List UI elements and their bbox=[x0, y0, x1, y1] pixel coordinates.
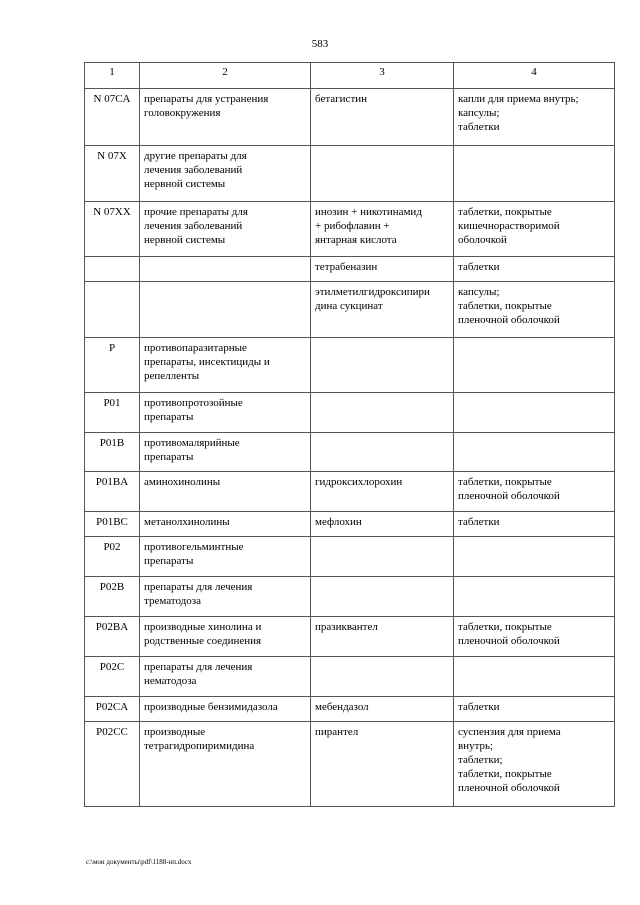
cell-text-line: метанолхинолины bbox=[144, 516, 230, 528]
cell-text-line: капсулы; bbox=[458, 286, 500, 298]
anatomical-group-cell bbox=[140, 577, 311, 617]
table-row bbox=[85, 512, 615, 537]
anatomical-group-cell bbox=[140, 433, 311, 472]
cell-text-line: прочие препараты для bbox=[144, 206, 248, 218]
cell-text-line: пирантел bbox=[315, 726, 359, 738]
dosage-form-cell bbox=[454, 433, 615, 472]
substance-cell bbox=[311, 257, 454, 282]
cell-text-line: противопротозойные bbox=[144, 397, 243, 409]
atc-code-cell: N 07X bbox=[85, 146, 140, 202]
atc-code-cell: P01B bbox=[85, 433, 140, 472]
cell-text-line: празиквантел bbox=[315, 621, 378, 633]
column-header-1: 1 bbox=[85, 63, 140, 89]
cell-text-line: таблетки, покрытые bbox=[458, 768, 552, 780]
anatomical-group-cell bbox=[140, 393, 311, 433]
drug-list-table bbox=[84, 62, 615, 807]
cell-text-line: таблетки, покрытые bbox=[458, 621, 552, 633]
table-row bbox=[85, 617, 615, 657]
table-row bbox=[85, 257, 615, 282]
cell-text-line: родственные соединения bbox=[144, 635, 262, 647]
cell-text-line: другие препараты для bbox=[144, 150, 247, 162]
substance-cell bbox=[311, 146, 454, 202]
substance-cell bbox=[311, 537, 454, 577]
cell-text-line: лечения заболеваний bbox=[144, 220, 243, 232]
cell-text-line: препараты для устранения bbox=[144, 93, 269, 105]
substance-cell bbox=[311, 657, 454, 697]
cell-text-line: препараты bbox=[144, 555, 194, 567]
cell-text-line: суспензия для приема bbox=[458, 726, 561, 738]
cell-text-line: лечения заболеваний bbox=[144, 164, 243, 176]
cell-text-line: пленочной оболочкой bbox=[458, 314, 560, 326]
cell-text-line: препараты, инсектициды и bbox=[144, 356, 270, 368]
cell-text-line: противопаразитарные bbox=[144, 342, 247, 354]
cell-text-line: внутрь; bbox=[458, 740, 494, 752]
dosage-form-cell bbox=[454, 89, 615, 146]
dosage-form-cell bbox=[454, 282, 615, 338]
substance-cell bbox=[311, 577, 454, 617]
substance-cell bbox=[311, 393, 454, 433]
atc-code-cell bbox=[85, 282, 140, 338]
dosage-form-cell bbox=[454, 393, 615, 433]
anatomical-group-cell bbox=[140, 146, 311, 202]
atc-code-cell: N 07CA bbox=[85, 89, 140, 146]
anatomical-group-cell bbox=[140, 338, 311, 393]
cell-text-line: пленочной оболочкой bbox=[458, 635, 560, 647]
cell-text-line: янтарная кислота bbox=[315, 234, 397, 246]
table-row bbox=[85, 577, 615, 617]
atc-code-cell: P02C bbox=[85, 657, 140, 697]
cell-text-line: таблетки, покрытые bbox=[458, 206, 552, 218]
file-path-footer: c:\мои документы\pdf\1188-нп.docx bbox=[86, 858, 192, 866]
cell-text-line: тетрагидропиримидина bbox=[144, 740, 255, 752]
cell-text-line: мебендазол bbox=[315, 701, 369, 713]
dosage-form-cell bbox=[454, 537, 615, 577]
atc-code-cell: P01 bbox=[85, 393, 140, 433]
table-row bbox=[85, 89, 615, 146]
anatomical-group-cell bbox=[140, 657, 311, 697]
substance-cell bbox=[311, 472, 454, 512]
page-number: 583 bbox=[311, 38, 329, 50]
dosage-form-cell bbox=[454, 257, 615, 282]
substance-cell bbox=[311, 722, 454, 807]
cell-text-line: таблетки, покрытые bbox=[458, 300, 552, 312]
dosage-form-cell bbox=[454, 146, 615, 202]
cell-text-line: гидроксихлорохин bbox=[315, 476, 403, 488]
table-header-row bbox=[85, 63, 615, 89]
cell-text-line: таблетки, покрытые bbox=[458, 476, 552, 488]
dosage-form-cell bbox=[454, 697, 615, 722]
substance-cell bbox=[311, 617, 454, 657]
table-row bbox=[85, 537, 615, 577]
substance-cell bbox=[311, 697, 454, 722]
table-row bbox=[85, 282, 615, 338]
atc-code-cell: P02 bbox=[85, 537, 140, 577]
anatomical-group-cell bbox=[140, 617, 311, 657]
anatomical-group-cell bbox=[140, 512, 311, 537]
anatomical-group-cell bbox=[140, 202, 311, 257]
atc-code-cell: P02BA bbox=[85, 617, 140, 657]
cell-text-line: препараты bbox=[144, 411, 194, 423]
cell-text-line: оболочкой bbox=[458, 234, 507, 246]
cell-text-line: производные хинолина и bbox=[144, 621, 262, 633]
anatomical-group-cell bbox=[140, 472, 311, 512]
cell-text-line: препараты bbox=[144, 451, 194, 463]
table-row bbox=[85, 472, 615, 512]
cell-text-line: репелленты bbox=[144, 370, 200, 382]
cell-text-line: мефлохин bbox=[315, 516, 362, 528]
atc-code-cell: N 07XX bbox=[85, 202, 140, 257]
substance-cell bbox=[311, 89, 454, 146]
dosage-form-cell bbox=[454, 472, 615, 512]
table-row bbox=[85, 722, 615, 807]
dosage-form-cell bbox=[454, 202, 615, 257]
anatomical-group-cell bbox=[140, 697, 311, 722]
cell-text-line: капсулы; bbox=[458, 107, 500, 119]
atc-code-cell: P02CA bbox=[85, 697, 140, 722]
dosage-form-cell bbox=[454, 657, 615, 697]
atc-code-cell: P01BA bbox=[85, 472, 140, 512]
anatomical-group-cell bbox=[140, 257, 311, 282]
substance-cell bbox=[311, 338, 454, 393]
cell-text-line: препараты для лечения bbox=[144, 661, 253, 673]
substance-cell bbox=[311, 433, 454, 472]
cell-text-line: нервной системы bbox=[144, 234, 226, 246]
cell-text-line: таблетки bbox=[458, 121, 500, 133]
cell-text-line: тетрабеназин bbox=[315, 261, 378, 273]
cell-text-line: трематодоза bbox=[144, 595, 201, 607]
atc-code-cell bbox=[85, 257, 140, 282]
table-row bbox=[85, 338, 615, 393]
cell-text-line: инозин + никотинамид bbox=[315, 206, 422, 218]
table-row bbox=[85, 393, 615, 433]
cell-text-line: производные бензимидазола bbox=[144, 701, 278, 713]
cell-text-line: этилметилгидроксипири bbox=[315, 286, 430, 298]
cell-text-line: таблетки bbox=[458, 516, 500, 528]
dosage-form-cell bbox=[454, 338, 615, 393]
anatomical-group-cell bbox=[140, 89, 311, 146]
substance-cell bbox=[311, 512, 454, 537]
column-header-4: 4 bbox=[454, 63, 615, 89]
table-row bbox=[85, 202, 615, 257]
cell-text-line: производные bbox=[144, 726, 206, 738]
table-row bbox=[85, 433, 615, 472]
cell-text-line: головокружения bbox=[144, 107, 221, 119]
column-header-2: 2 bbox=[140, 63, 311, 89]
anatomical-group-cell bbox=[140, 537, 311, 577]
cell-text-line: противомалярийные bbox=[144, 437, 240, 449]
cell-text-line: таблетки; bbox=[458, 754, 503, 766]
cell-text-line: пленочной оболочкой bbox=[458, 490, 560, 502]
cell-text-line: нематодоза bbox=[144, 675, 197, 687]
cell-text-line: кишечнорастворимой bbox=[458, 220, 560, 232]
cell-text-line: + рибофлавин + bbox=[315, 220, 390, 232]
dosage-form-cell bbox=[454, 577, 615, 617]
table-row bbox=[85, 657, 615, 697]
cell-text-line: препараты для лечения bbox=[144, 581, 253, 593]
cell-text-line: бетагистин bbox=[315, 93, 368, 105]
atc-code-cell: P bbox=[85, 338, 140, 393]
dosage-form-cell bbox=[454, 512, 615, 537]
cell-text-line: нервной системы bbox=[144, 178, 226, 190]
atc-code-cell: P02B bbox=[85, 577, 140, 617]
cell-text-line: пленочной оболочкой bbox=[458, 782, 560, 794]
table-row bbox=[85, 146, 615, 202]
cell-text-line: противогельминтные bbox=[144, 541, 244, 553]
substance-cell bbox=[311, 282, 454, 338]
cell-text-line: таблетки bbox=[458, 701, 500, 713]
table-row bbox=[85, 697, 615, 722]
substance-cell bbox=[311, 202, 454, 257]
anatomical-group-cell bbox=[140, 722, 311, 807]
dosage-form-cell bbox=[454, 617, 615, 657]
anatomical-group-cell bbox=[140, 282, 311, 338]
cell-text-line: аминохинолины bbox=[144, 476, 221, 488]
dosage-form-cell bbox=[454, 722, 615, 807]
cell-text-line: капли для приема внутрь; bbox=[458, 93, 579, 105]
atc-code-cell: P02CC bbox=[85, 722, 140, 807]
cell-text-line: дина сукцинат bbox=[315, 300, 383, 312]
column-header-3: 3 bbox=[311, 63, 454, 89]
atc-code-cell: P01BC bbox=[85, 512, 140, 537]
cell-text-line: таблетки bbox=[458, 261, 500, 273]
